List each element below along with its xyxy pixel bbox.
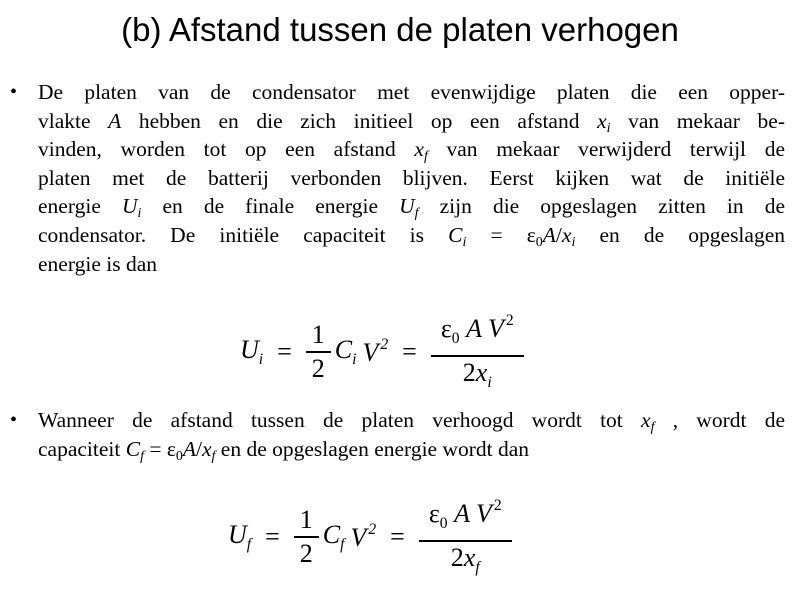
- bullet-marker: •: [10, 409, 18, 431]
- p1-line-5: energie $U_i$ en de finale energie $U_f$ zijn die opgeslagen zitten in de: [38, 194, 785, 222]
- p1-line-6: condensator. De initiële capaciteit is $C_i = \varepsilon_0A/x_i$ en de opgeslagen: [38, 222, 785, 250]
- equation-final-energy: [228, 490, 512, 584]
- p2-line-2: capaciteit $C_f = \varepsilon_0A/x_f$ en de opgeslagen energie wordt dan: [38, 436, 530, 464]
- eq1-voltage-squared: V $^2$: [362, 335, 389, 367]
- eq1-energy-fraction: $\frac{\varepsilon_0 A V ^2}{2x_i}$: [431, 305, 524, 399]
- bullet-paragraph-2: [10, 406, 785, 463]
- equation-initial-energy: [240, 305, 524, 399]
- eq2-lhs: $U_f$: [228, 519, 252, 553]
- eq1-half-fraction: $\frac{1}{2}$: [306, 319, 331, 385]
- p1-line-4: platen met de batterij verbonden blijven. Eerst kijken wat de initiële: [38, 165, 785, 190]
- eq2-voltage-squared: V $^2$: [350, 520, 377, 552]
- p1-line-7: energie is dan: [38, 251, 158, 276]
- p1-line-2: vlakte A hebben en die zich initieel op een afstand $x_i$ van mekaar be-: [38, 108, 785, 136]
- paragraph-text-2: [38, 406, 785, 463]
- eq1-equals: =: [277, 336, 292, 366]
- p1-line-1: De platen van de condensator met evenwijdige platen die een opper-: [38, 80, 785, 104]
- slide-title: (b) Afstand tussen de platen verhogen: [121, 11, 679, 48]
- eq2-energy-fraction: $\frac{\varepsilon_0 A V ^2}{2x_f}$: [419, 490, 512, 584]
- paragraph-text-1: [38, 78, 785, 278]
- eq2-half-fraction: $\frac{1}{2}$: [294, 504, 319, 570]
- eq2-equals: =: [265, 521, 280, 551]
- eq1-equals-2: =: [402, 336, 417, 366]
- p1-line-3: vinden, worden tot op een afstand $x_f$ van mekaar verwijderd terwijl de: [38, 137, 785, 165]
- eq2-equals-2: =: [390, 521, 405, 551]
- eq1-capacitance: $C_i$: [334, 334, 357, 368]
- eq2-capacitance: $C_f$: [322, 519, 345, 553]
- eq1-lhs: $U_i$: [240, 334, 264, 368]
- p2-line-1: Wanneer de afstand tussen de platen verhoogd wordt tot $x_f$ , wordt de: [38, 408, 785, 435]
- bullet-marker: •: [10, 81, 18, 103]
- bullet-paragraph-1: [10, 78, 785, 278]
